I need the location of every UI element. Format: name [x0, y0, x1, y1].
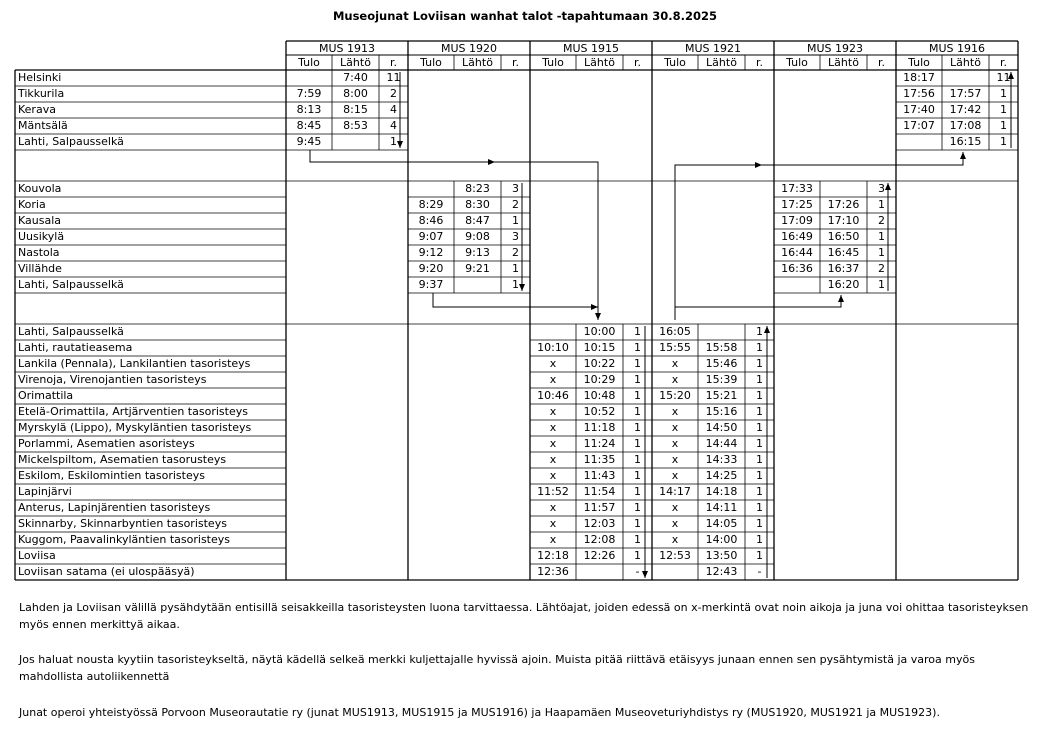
time-cell: 1 — [1000, 103, 1007, 116]
time-cell: 11:35 — [583, 453, 616, 466]
station-name: Villähde — [18, 262, 62, 275]
time-cell: x — [549, 421, 557, 434]
time-cell: 17:42 — [949, 103, 982, 116]
station-name: Lahti, Salpausselkä — [18, 135, 124, 148]
time-cell: 15:39 — [705, 373, 738, 386]
time-cell: 1 — [634, 421, 641, 434]
column-header: Lähtö — [340, 56, 371, 69]
station-name: Loviisan satama (ei ulospääsyä) — [18, 565, 195, 578]
time-cell: x — [671, 469, 679, 482]
time-cell: 10:46 — [537, 389, 569, 402]
time-cell: 1 — [756, 549, 763, 562]
time-cell: 11:57 — [583, 501, 616, 514]
station-name: Lapinjärvi — [18, 485, 72, 498]
time-cell: 15:21 — [705, 389, 738, 402]
time-cell: 8:00 — [343, 87, 368, 100]
column-header: r. — [633, 56, 641, 69]
train-header: MUS 1920 — [440, 42, 497, 55]
time-cell: 1 — [878, 246, 885, 259]
station-name: Anterus, Lapinjärentien tasoristeys — [18, 501, 211, 514]
time-cell: 2 — [390, 87, 397, 100]
station-name: Loviisa — [18, 549, 56, 562]
time-cell: 1 — [756, 421, 763, 434]
time-cell: 12:43 — [705, 565, 738, 578]
time-cell: x — [671, 533, 679, 546]
train-header: MUS 1916 — [928, 42, 985, 55]
time-cell: 9:21 — [465, 262, 490, 275]
footnote-operators: Junat operoi yhteistyössä Porvoon Museorautatie ry (junat MUS1913, MUS1915 ja MUS1916) ja Haapamäen Museoveturiyhdistys ry (MUS1920, MUS1921 ja MUS1923). — [19, 706, 940, 719]
time-cell — [286, 71, 332, 85]
time-cell: 17:56 — [903, 87, 935, 100]
time-cell: 16:15 — [949, 135, 982, 148]
time-cell: 16:44 — [781, 246, 813, 259]
station-name: Mäntsälä — [18, 119, 68, 132]
time-cell — [408, 182, 454, 196]
time-cell: 1 — [634, 549, 641, 562]
time-cell: 12:18 — [537, 549, 569, 562]
time-cell: 1 — [634, 341, 641, 354]
station-name: Koria — [18, 198, 46, 211]
station-name: Helsinki — [18, 71, 62, 84]
time-cell: 14:05 — [705, 517, 738, 530]
time-cell: 14:17 — [659, 485, 691, 498]
time-cell: 16:49 — [781, 230, 813, 243]
time-cell: 14:11 — [705, 501, 738, 514]
station-name: Kuggom, Paavalinkyläntien tasoristeys — [18, 533, 231, 546]
column-header: r. — [877, 56, 885, 69]
time-cell: 12:53 — [659, 549, 691, 562]
time-cell: 14:25 — [705, 469, 738, 482]
time-cell: 17:25 — [781, 198, 813, 211]
time-cell: x — [671, 437, 679, 450]
time-cell: 17:10 — [827, 214, 860, 227]
time-cell: 8:53 — [343, 119, 368, 132]
time-cell: 10:00 — [583, 325, 616, 338]
time-cell: 17:08 — [949, 119, 982, 132]
column-header: r. — [755, 56, 763, 69]
station-name: Etelä-Orimattila, Artjärventien tasoristeys — [18, 405, 248, 418]
column-header: Lähtö — [462, 56, 493, 69]
time-cell: 1 — [634, 517, 641, 530]
time-cell: 1 — [756, 373, 763, 386]
time-cell: 1 — [756, 453, 763, 466]
time-cell: 1 — [634, 453, 641, 466]
time-cell: 1 — [512, 278, 519, 291]
time-cell: x — [549, 469, 557, 482]
time-cell: 8:30 — [465, 198, 490, 211]
time-cell — [576, 565, 623, 579]
time-cell: 1 — [1000, 119, 1007, 132]
time-cell: 1 — [756, 437, 763, 450]
time-cell: 1 — [634, 373, 641, 386]
time-cell: 16:20 — [827, 278, 860, 291]
time-cell: x — [549, 453, 557, 466]
time-cell: 10:29 — [583, 373, 616, 386]
time-cell: 1 — [634, 533, 641, 546]
time-cell: 15:46 — [705, 357, 738, 370]
time-cell: 1 — [634, 325, 641, 338]
column-header: Lähtö — [706, 56, 737, 69]
time-cell: 11:52 — [537, 485, 569, 498]
time-cell: 9:37 — [418, 278, 444, 291]
time-cell: 10:15 — [583, 341, 616, 354]
time-cell: 11 — [386, 71, 401, 84]
station-name: Virenoja, Virenojantien tasoristeys — [18, 373, 207, 386]
time-cell: 17:07 — [903, 119, 935, 132]
time-cell: 8:23 — [465, 182, 490, 195]
column-header: Tulo — [908, 56, 930, 69]
station-name: Nastola — [18, 246, 60, 259]
time-cell: 2 — [512, 198, 519, 211]
time-cell: 1 — [634, 405, 641, 418]
station-name: Uusikylä — [18, 230, 65, 243]
time-cell: 15:58 — [705, 341, 738, 354]
time-cell: - — [757, 565, 762, 578]
time-cell — [774, 278, 820, 292]
column-header: Lähtö — [950, 56, 981, 69]
time-cell: 1 — [634, 485, 641, 498]
time-cell: 1 — [756, 517, 763, 530]
time-cell: x — [549, 533, 557, 546]
time-cell: 9:12 — [418, 246, 444, 259]
time-cell: 9:13 — [465, 246, 490, 259]
time-cell: 8:13 — [296, 103, 322, 116]
time-cell: 4 — [390, 119, 397, 132]
time-cell: x — [549, 437, 557, 450]
station-name: Myrskylä (Lippo), Myskyläntien tasoristeys — [18, 421, 252, 434]
station-name: Kausala — [18, 214, 62, 227]
footnote-stops: Lahden ja Loviisan välillä pysähdytään entisillä seisakkeilla tasoristeysten luona tarvittaessa. Lähtöajat, joiden edessä on x-merkintä ovat noin aikoja ja juna voi ohittaa tasoristeyksen myös ennen merkittyä aikaa. — [19, 601, 1029, 631]
time-cell: x — [671, 517, 679, 530]
column-header: Tulo — [786, 56, 808, 69]
time-cell: 10:48 — [583, 389, 616, 402]
time-cell: 14:33 — [705, 453, 738, 466]
time-cell: 1 — [1000, 87, 1007, 100]
time-cell: 14:00 — [705, 533, 738, 546]
time-cell: 1 — [756, 405, 763, 418]
column-header: Lähtö — [584, 56, 615, 69]
station-name: Skinnarby, Skinnarbyntien tasoristeys — [18, 517, 227, 530]
time-cell: 10:52 — [583, 405, 616, 418]
station-name: Tikkurila — [18, 87, 65, 100]
time-cell: 15:55 — [659, 341, 691, 354]
time-cell: 8:29 — [418, 198, 444, 211]
column-header: Tulo — [420, 56, 442, 69]
time-cell: 2 — [878, 262, 885, 275]
time-cell: 14:50 — [705, 421, 738, 434]
time-cell: 7:59 — [296, 87, 322, 100]
time-cell: 1 — [634, 389, 641, 402]
time-cell: 11:54 — [583, 485, 616, 498]
time-cell: 1 — [756, 533, 763, 546]
time-cell: 13:50 — [705, 549, 738, 562]
time-cell — [698, 325, 745, 339]
station-name: Orimattila — [18, 389, 74, 402]
time-cell: 11 — [996, 71, 1011, 84]
time-cell: 1 — [756, 485, 763, 498]
time-cell: 8:47 — [465, 214, 490, 227]
time-cell: 3 — [512, 230, 519, 243]
column-header: r. — [389, 56, 397, 69]
column-header: r. — [511, 56, 519, 69]
time-cell: 11:24 — [583, 437, 616, 450]
time-cell: x — [671, 421, 679, 434]
train-header: MUS 1921 — [684, 42, 741, 55]
time-cell: x — [671, 373, 679, 386]
station-name: Lahti, Salpausselkä — [18, 325, 124, 338]
time-cell: 9:07 — [418, 230, 444, 243]
time-cell: 1 — [756, 501, 763, 514]
time-cell: 9:08 — [465, 230, 490, 243]
time-cell: x — [549, 517, 557, 530]
time-cell — [454, 278, 501, 292]
time-cell: 3 — [512, 182, 519, 195]
time-cell: 2 — [512, 246, 519, 259]
time-cell: x — [671, 357, 679, 370]
time-cell: 1 — [756, 341, 763, 354]
time-cell — [820, 182, 867, 196]
time-cell: 1 — [634, 437, 641, 450]
time-cell: 1 — [756, 469, 763, 482]
time-cell: 16:45 — [827, 246, 860, 259]
time-cell: x — [549, 373, 557, 386]
time-cell: 8:15 — [343, 103, 368, 116]
time-cell: 2 — [878, 214, 885, 227]
time-cell: 1 — [878, 278, 885, 291]
time-cell: 1 — [878, 230, 885, 243]
station-name: Lankila (Pennala), Lankilantien tasoristeys — [18, 357, 251, 370]
time-cell: 16:05 — [659, 325, 691, 338]
time-cell: x — [671, 453, 679, 466]
station-name: Lahti, rautatieasema — [18, 341, 133, 354]
time-cell — [332, 135, 379, 149]
time-cell: 17:09 — [781, 214, 813, 227]
time-cell: 1 — [634, 501, 641, 514]
time-cell: 16:36 — [781, 262, 813, 275]
column-header: Tulo — [664, 56, 686, 69]
time-cell: 16:37 — [827, 262, 860, 275]
time-cell: 15:20 — [659, 389, 691, 402]
time-cell: 1 — [756, 357, 763, 370]
time-cell: 16:50 — [827, 230, 860, 243]
time-cell: 14:18 — [705, 485, 738, 498]
column-header: Lähtö — [828, 56, 859, 69]
time-cell: 17:40 — [903, 103, 935, 116]
time-cell: 12:03 — [583, 517, 616, 530]
time-cell: x — [549, 405, 557, 418]
footnote-boarding: Jos haluat nousta kyytiin tasoristeykseltä, näytä kädellä selkeä merkki kuljettajalle hyvissä ajoin. Muista pitää riittävä etäisyys junaan ennen sen pysähtymistä ja varoa myös mahdollista autoliikennettä — [19, 653, 975, 683]
station-name: Kouvola — [18, 182, 62, 195]
time-cell: 17:33 — [781, 182, 813, 195]
time-cell: 1 — [1000, 135, 1007, 148]
time-cell — [530, 325, 576, 339]
time-cell: 1 — [634, 357, 641, 370]
time-cell: x — [671, 501, 679, 514]
time-cell: 12:36 — [537, 565, 569, 578]
time-cell: 1 — [390, 135, 397, 148]
time-cell: 10:22 — [583, 357, 616, 370]
time-cell: 1 — [756, 389, 763, 402]
time-cell: 10:10 — [537, 341, 569, 354]
time-cell: 7:40 — [343, 71, 368, 84]
time-cell: 1 — [756, 325, 763, 338]
time-cell: x — [549, 501, 557, 514]
page-title: Museojunat Loviisan wanhat talot -tapahtumaan 30.8.2025 — [332, 9, 718, 23]
time-cell — [652, 565, 698, 579]
station-name: Kerava — [18, 103, 56, 116]
time-cell: 1 — [512, 214, 519, 227]
time-cell: 8:45 — [296, 119, 322, 132]
time-cell: 9:20 — [418, 262, 444, 275]
time-cell: 12:26 — [583, 549, 616, 562]
time-cell: 17:26 — [827, 198, 860, 211]
station-name: Porlammi, Asematien asoristeys — [18, 437, 195, 450]
time-cell: 18:17 — [903, 71, 935, 84]
time-cell: 1 — [512, 262, 519, 275]
time-cell: 4 — [390, 103, 397, 116]
time-cell: 14:44 — [705, 437, 738, 450]
time-cell: x — [549, 357, 557, 370]
time-cell: 9:45 — [296, 135, 322, 148]
time-cell: 8:46 — [418, 214, 444, 227]
column-header: r. — [999, 56, 1007, 69]
train-header: MUS 1915 — [562, 42, 619, 55]
time-cell: 11:18 — [583, 421, 616, 434]
train-header: MUS 1913 — [318, 42, 375, 55]
train-header: MUS 1923 — [806, 42, 863, 55]
time-cell: 12:08 — [583, 533, 616, 546]
station-name: Mickelspiltom, Asematien tasorusteys — [18, 453, 227, 466]
time-cell: 17:57 — [949, 87, 982, 100]
time-cell: 15:16 — [705, 405, 738, 418]
station-name: Lahti, Salpausselkä — [18, 278, 124, 291]
time-cell: 1 — [634, 469, 641, 482]
time-cell — [896, 135, 942, 149]
time-cell — [942, 71, 989, 85]
column-header: Tulo — [298, 56, 320, 69]
time-cell: 11:43 — [583, 469, 616, 482]
time-cell: 1 — [878, 198, 885, 211]
station-name: Eskilom, Eskilomintien tasoristeys — [18, 469, 205, 482]
time-cell: 3 — [878, 182, 885, 195]
time-cell: x — [671, 405, 679, 418]
time-cell: - — [635, 565, 640, 578]
column-header: Tulo — [542, 56, 564, 69]
